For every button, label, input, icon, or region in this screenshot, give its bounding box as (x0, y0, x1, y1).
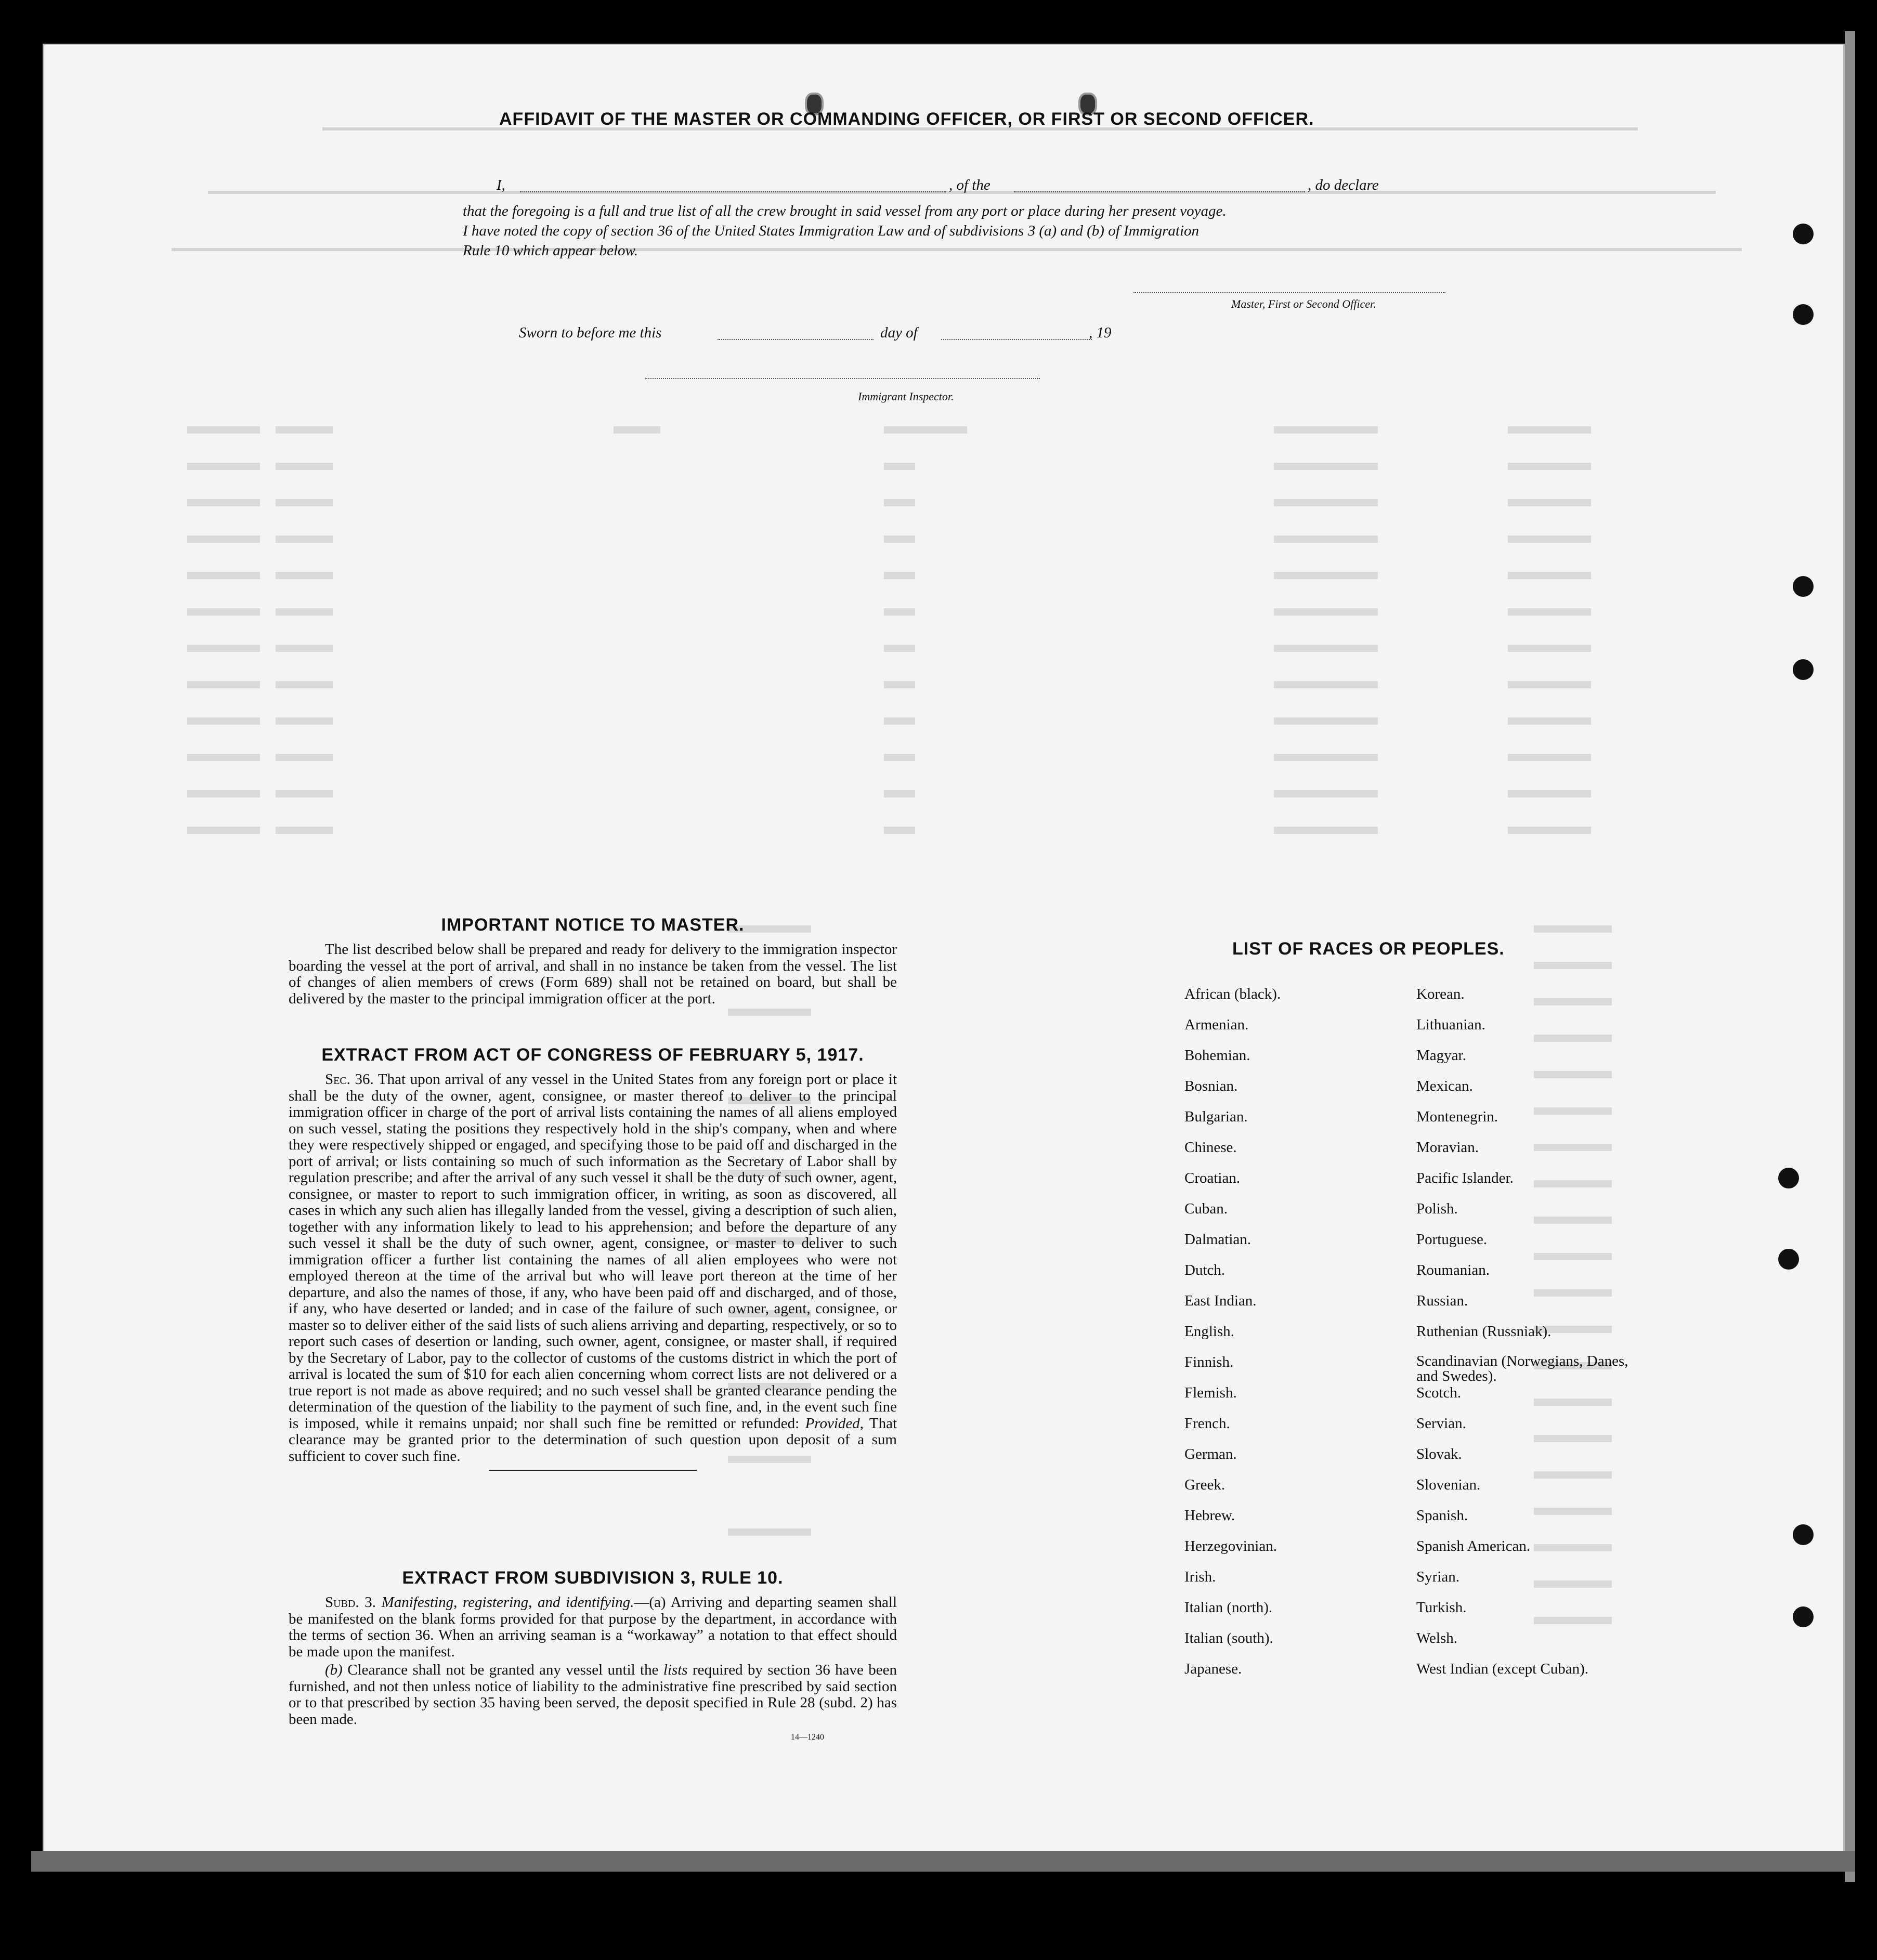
race-item: Magyar. (1416, 1047, 1466, 1064)
affidavit-i-label: I, (497, 177, 505, 193)
race-item: Japanese. (1184, 1661, 1242, 1677)
section-divider (489, 1470, 697, 1471)
master-signature-line (1133, 292, 1445, 293)
subd-b-start: Clearance shall not be granted any vessel until the (347, 1662, 659, 1678)
inspector-signature-line (645, 378, 1040, 379)
race-item: Russian. (1416, 1292, 1468, 1309)
day-of-label: day of (880, 324, 918, 341)
month-blank-line (941, 339, 1092, 340)
race-item: Mexican. (1416, 1078, 1473, 1094)
form-number: 14—1240 (791, 1733, 824, 1742)
race-item: German. (1184, 1446, 1237, 1462)
race-item: Dalmatian. (1184, 1231, 1252, 1248)
race-item: Servian. (1416, 1415, 1466, 1432)
race-item: Pacific Islander. (1416, 1170, 1514, 1186)
race-item: Flemish. (1184, 1384, 1237, 1401)
race-item: Turkish. (1416, 1599, 1467, 1616)
affidavit-of-the: , of the (949, 177, 990, 193)
race-item: Italian (south). (1184, 1630, 1273, 1647)
affidavit-title: AFFIDAVIT OF THE MASTER OR COMMANDING OFFICER, OR FIRST OR SECOND OFFICER. (499, 109, 1314, 129)
year-label: , 19 (1089, 324, 1112, 341)
sworn-day-blank-line (718, 339, 874, 340)
master-signature-label: Master, First or Second Officer. (1231, 297, 1376, 310)
binder-hole-icon (1793, 304, 1814, 325)
race-item: Lithuanian. (1416, 1016, 1485, 1033)
extract-act-text (289, 1072, 897, 1465)
subd-b-lists: lists (663, 1662, 688, 1678)
race-item: Portuguese. (1416, 1231, 1488, 1248)
race-item: Syrian. (1416, 1569, 1459, 1585)
race-item: Dutch. (1184, 1262, 1226, 1278)
binder-hole-icon (1793, 576, 1814, 597)
races-column-2 (1416, 986, 1640, 1691)
race-item: Herzegovinian. (1184, 1538, 1277, 1554)
subd-heading: Manifesting, registering, and identifying. (381, 1594, 634, 1611)
race-item: Ruthenian (Russniak). (1416, 1323, 1552, 1340)
race-item: Spanish. (1416, 1507, 1468, 1524)
race-item: Welsh. (1416, 1630, 1458, 1647)
race-item: Scotch. (1416, 1384, 1462, 1401)
race-item: Bulgarian. (1184, 1108, 1248, 1125)
race-item: Spanish American. (1416, 1538, 1531, 1554)
binder-hole-icon (1793, 659, 1814, 680)
races-column-1 (1184, 986, 1403, 1691)
notice-title: IMPORTANT NOTICE TO MASTER. (441, 915, 745, 935)
extract-act-section (289, 1045, 897, 1471)
binder-hole-icon (1793, 1524, 1814, 1545)
race-item: Polish. (1416, 1200, 1458, 1217)
affidavit-line-2: that the foregoing is a full and true list of all the crew brought in said vessel from any port or place during her present voyage. (463, 203, 1227, 219)
race-item: African (black). (1184, 986, 1281, 1002)
race-item: Croatian. (1184, 1170, 1241, 1186)
binder-hole-icon (1778, 1168, 1799, 1188)
race-item: Greek. (1184, 1476, 1226, 1493)
section-36-label: Sec. 36. (325, 1071, 374, 1088)
subd-b-label: (b) (325, 1662, 343, 1678)
race-item: Slovenian. (1416, 1476, 1481, 1493)
race-item: Cuban. (1184, 1200, 1228, 1217)
binder-hole-icon (1793, 224, 1814, 244)
affidavit-line-4: Rule 10 which appear below. (463, 242, 638, 259)
race-item: West Indian (except Cuban). (1416, 1661, 1589, 1677)
binder-hole-icon (1793, 1606, 1814, 1627)
page-edge (1845, 31, 1855, 1882)
race-item: Italian (north). (1184, 1599, 1273, 1616)
vessel-blank-line (1014, 191, 1305, 192)
affidavit-do-declare: , do declare (1308, 177, 1379, 193)
sworn-label: Sworn to before me this (519, 324, 662, 341)
races-title: LIST OF RACES OR PEOPLES. (1232, 939, 1505, 959)
race-item: Hebrew. (1184, 1507, 1235, 1524)
notice-text: The list described below shall be prepared and ready for delivery to the immigration inspector boarding the vessel at the port of arrival, and shall in no instance be taken from the vessel. The list of changes of alien members of crews (Form 689) shall not be retained on board, but shall be delivered by the master to the principal immigration officer at the port. (289, 941, 897, 1007)
race-item: Slovak. (1416, 1446, 1462, 1462)
extract-rule-section (289, 1568, 897, 1742)
subd-b-end: required by section 36 have been furnished, and not then unless notice of liability to the administrative fine prescribed by said section or to that prescribed by section 35 having been served, the deposit specified in Rule 28 (subd. 2) has been made. (289, 1662, 897, 1728)
race-item: Roumanian. (1416, 1262, 1490, 1278)
race-item: Bohemian. (1184, 1047, 1250, 1064)
affidavit-line-3: I have noted the copy of section 36 of the United States Immigration Law and of subdivisions 3 (a) and (b) of Immigration (463, 223, 1200, 239)
subd-a-text: —(a) Arriving and departing seamen shall be manifested on the blank forms provided for that purpose by the department, in accordance with the terms of section 36. When an arriving seaman is a “workaway” a notation to that effect should be made upon the manifest. (289, 1594, 897, 1660)
race-item: English. (1184, 1323, 1234, 1340)
extract-act-title: EXTRACT FROM ACT OF CONGRESS OF FEBRUARY 5, 1917. (321, 1045, 864, 1065)
race-item: East Indian. (1184, 1292, 1257, 1309)
race-item: Chinese. (1184, 1139, 1237, 1156)
binder-hole-icon (1778, 1249, 1799, 1270)
section-36-end: That clearance may be granted prior to the determination of such question upon deposit of a sum sufficient to cover such fine. (289, 1415, 897, 1465)
race-item: Korean. (1416, 986, 1465, 1002)
rule-paragraph-a (289, 1595, 897, 1660)
subd-label: Subd. 3. (325, 1594, 376, 1611)
provided-label: Provided, (805, 1415, 864, 1432)
name-blank-line (520, 191, 946, 192)
race-item: Armenian. (1184, 1016, 1249, 1033)
race-item: Bosnian. (1184, 1078, 1238, 1094)
page-edge-bottom (31, 1851, 1855, 1872)
race-item: French. (1184, 1415, 1230, 1432)
important-notice-section (289, 915, 897, 1007)
race-item: Moravian. (1416, 1139, 1479, 1156)
race-item: Scandinavian (Norwegians, Danes, and Swedes). (1416, 1353, 1628, 1384)
race-item: Finnish. (1184, 1354, 1234, 1370)
section-36-body: That upon arrival of any vessel in the United States from any foreign port or place it shall be the duty of the owner, agent, consignee, or master thereof to deliver to the principal immigration officer in charge of the port of arrival lists containing the names of all aliens employed on such vessel, stating the positions they respectively hold in the ship's company, when and where they were respectively shipped or engaged, and specifying those to be paid off and discharged in the port of arrival; or lists containing so much of such information as the Secretary of Labor shall by regulation prescribe; and after the arrival of any such vessel it shall be the duty of such owner, agent, consignee, or master to report to such immigration officer, in writing, as soon as discovered, all cases in which any such alien has illegally landed from the vessel, giving a description of such alien, together with any information likely to lead to his apprehension; and before the departure of any such vessel it shall be the duty of such owner, agent, consignee, or master to deliver to such immigration officer a further list containing the names of all alien employees who were not employed thereon at the time of the arrival but who will leave port thereon at the time of her departure, and also the names of those, if any, who have been paid off and discharged, and of those, if any, who have deserted or landed; and in case of the failure of such owner, agent, consignee, or master so to deliver either of the said lists of such aliens arriving and departing, respectively, or so to report such cases of desertion or landing, such owner, agent, consignee, or master shall, if required by the Secretary of Labor, pay to the collector of customs of the customs district in which the port of arrival is located the sum of $10 for each alien concerning whom correct lists are not delivered or a true report is not made as above required; and no such vessel shall be granted clearance pending the determination of the question of the liability to the payment of such fine, and, in the event such fine is imposed, while it remains unpaid; nor shall such fine be remitted or refunded: (289, 1071, 897, 1432)
race-item: Irish. (1184, 1569, 1216, 1585)
race-item: Montenegrin. (1416, 1108, 1498, 1125)
rule-paragraph-b (289, 1662, 897, 1728)
extract-rule-title: EXTRACT FROM SUBDIVISION 3, RULE 10. (402, 1568, 784, 1588)
inspector-signature-label: Immigrant Inspector. (858, 390, 954, 403)
